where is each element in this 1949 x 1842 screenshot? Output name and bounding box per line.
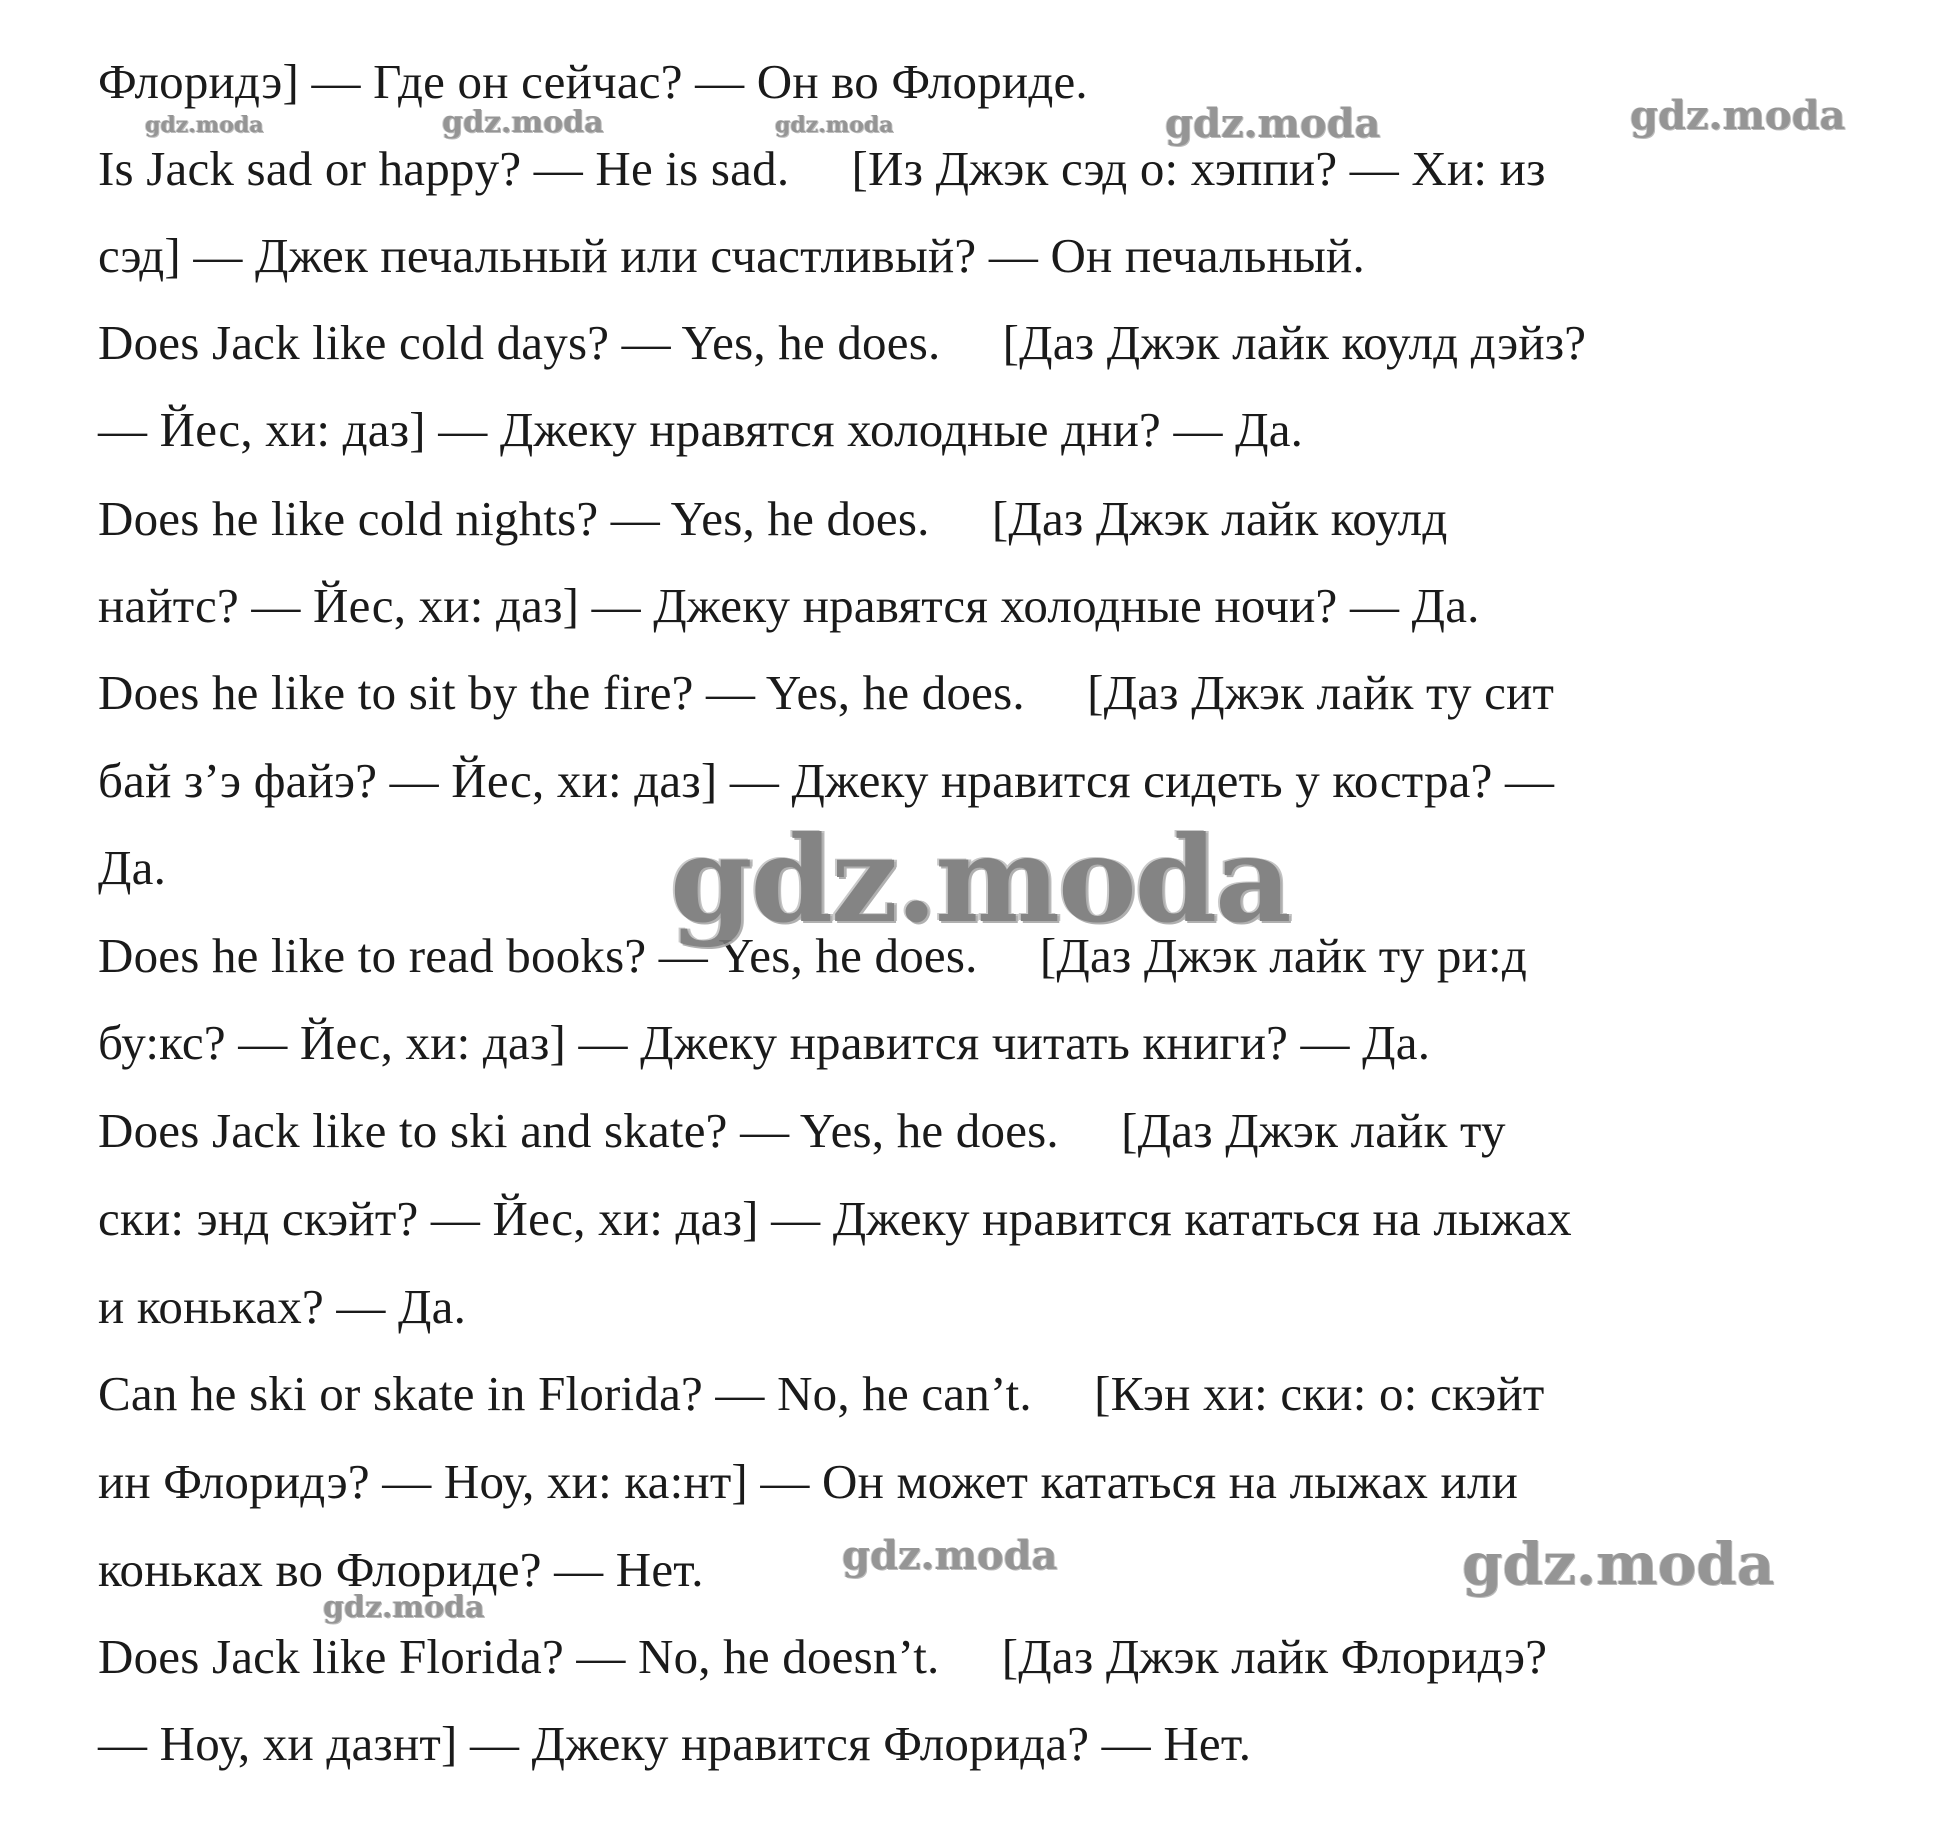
text-line-17: ин Флоридэ? — Ноу, хи: ка:нт] — Он может кататься на лыжах или	[98, 1454, 1519, 1509]
watermark: gdz.moda	[775, 112, 894, 138]
text-line-10: Да.	[98, 840, 167, 895]
text-line-18: коньках во Флориде? — Нет.	[98, 1542, 704, 1597]
text-line-15: и коньках? — Да.	[98, 1279, 467, 1334]
text-line-20: — Ноу, хи дазнт] — Джеку нравится Флорида? — Нет.	[98, 1716, 1252, 1771]
text-line-5: — Йес, хи: даз] — Джеку нравятся холодные дни? — Да.	[98, 402, 1304, 457]
watermark: gdz.moda	[442, 105, 604, 140]
text-line-12: бу:кс? — Йес, хи: даз] — Джеку нравится читать книги? — Да.	[98, 1015, 1431, 1070]
text-line-8: Does he like to sit by the fire? — Yes, he does. [Даз Джэк лайк ту сит	[98, 665, 1555, 720]
text-line-6: Does he like cold nights? — Yes, he does. [Даз Джэк лайк коулд	[98, 491, 1448, 546]
text-line-7: найтс? — Йес, хи: даз] — Джеку нравятся холодные ночи? — Да.	[98, 578, 1480, 633]
watermark: gdz.moda	[1462, 1530, 1775, 1598]
text-line-1: Флоридэ] — Где он сейчас? — Он во Флориде.	[98, 54, 1088, 109]
text-line-2: Is Jack sad or happy? — He is sad. [Из Джэк сэд о: хэппи? — Хи: из	[98, 141, 1546, 196]
text-line-4: Does Jack like cold days? — Yes, he does. [Даз Джэк лайк коулд дэйз?	[98, 315, 1587, 370]
text-line-13: Does Jack like to ski and skate? — Yes, he does. [Даз Джэк лайк ту	[98, 1103, 1506, 1158]
watermark: gdz.moda	[1630, 92, 1846, 139]
watermark: gdz.moda	[145, 112, 264, 138]
text-line-19: Does Jack like Florida? — No, he doesn’t. [Даз Джэк лайк Флоридэ?	[98, 1629, 1548, 1684]
text-line-14: ски: энд скэйт? — Йес, хи: даз] — Джеку нравится кататься на лыжах	[98, 1191, 1572, 1246]
text-line-9: бай з’э файэ? — Йес, хи: даз] — Джеку нравится сидеть у костра? —	[98, 753, 1555, 808]
watermark: gdz.moda	[323, 1590, 485, 1625]
text-line-3: сэд] — Джек печальный или счастливый? — Он печальный.	[98, 228, 1365, 283]
text-line-11: Does he like to read books? — Yes, he does. [Даз Джэк лайк ту ри:д	[98, 928, 1527, 983]
watermark: gdz.moda	[1165, 100, 1381, 147]
watermark: gdz.moda	[670, 810, 1290, 949]
text-line-16: Can he ski or skate in Florida? — No, he can’t. [Кэн хи: ски: о: скэйт	[98, 1366, 1545, 1421]
watermark: gdz.moda	[842, 1532, 1058, 1579]
